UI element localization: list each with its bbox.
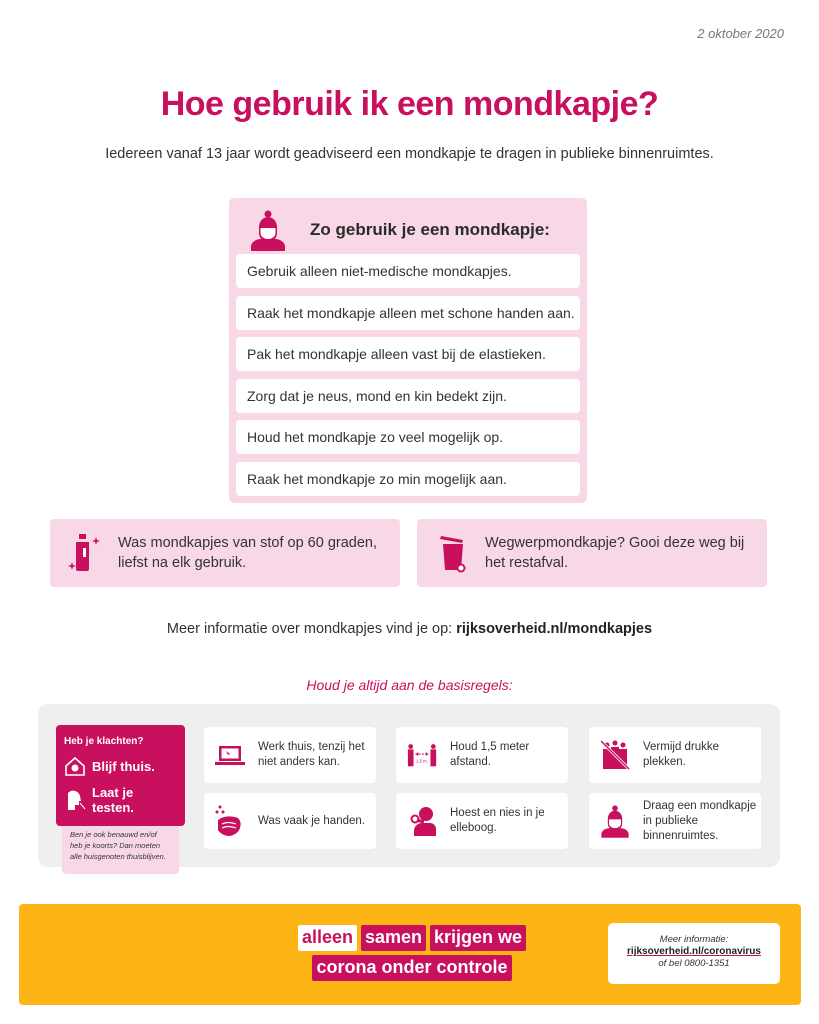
info-label: Meer informatie:: [659, 934, 729, 945]
trash-bin-icon: [435, 532, 471, 574]
more-info-prefix: Meer informatie over mondkapjes vind je op:: [166, 621, 457, 637]
house-icon: [64, 755, 86, 777]
rule-avoid-crowds: [589, 727, 761, 783]
date: 2 oktober 2020: [697, 26, 784, 41]
rule-wash-hands: [204, 793, 376, 849]
get-tested-row: [64, 785, 177, 815]
stay-home-row: [64, 755, 177, 777]
howto-step: Zorg dat je neus, mond en kin bedekt zijn.: [236, 379, 580, 413]
rule-distance: [396, 727, 568, 783]
rule-cough-elbow: [396, 793, 568, 849]
howto-step: Raak het mondkapje zo min mogelijk aan.: [236, 462, 580, 496]
rule-text: Draag een mondkapje in publieke binnenruimtes.: [643, 799, 757, 842]
stay-home-text: Blijf thuis.: [92, 758, 155, 774]
howto-header: [236, 206, 580, 254]
complaints-question: Heb je klachten?: [64, 736, 144, 747]
wash-hands-icon: [214, 804, 246, 838]
howto-step: Pak het mondkapje alleen vast bij de elastieken.: [236, 337, 580, 371]
person-mask-icon: [599, 804, 631, 838]
rule-text: Houd 1,5 meter afstand.: [450, 741, 530, 768]
howto-heading: Zo gebruik je een mondkapje:: [310, 220, 550, 239]
person-mask-icon: [248, 209, 288, 251]
info-phone: of bel 0800-1351: [658, 958, 730, 969]
rule-text: Vermijd drukke plekken.: [643, 741, 720, 768]
slogan-line-2: [286, 955, 538, 981]
rules-title: Houd je altijd aan de basisregels:: [306, 677, 513, 693]
howto-step: Raak het mondkapje alleen met schone handen aan.: [236, 296, 580, 330]
crowd-crossed-icon: [599, 738, 631, 772]
subtitle: Iedereen vanaf 13 jaar wordt geadviseerd een mondkapje te dragen in publieke binnenruimtes.: [105, 146, 714, 162]
cough-elbow-icon: [406, 804, 438, 838]
rule-wear-mask: [589, 793, 761, 849]
more-info: [0, 621, 819, 637]
rule-text: Werk thuis, tenzij het niet anders kan.: [258, 741, 365, 768]
complaints-note: Ben je ook benauwd en/of heb je koorts? Dan moeten alle huisgenoten thuisblijven.: [62, 826, 179, 874]
rule-work-home: [204, 727, 376, 783]
info-box: [608, 923, 780, 984]
tip-dispose: [417, 519, 767, 587]
test-swab-icon: [64, 789, 86, 811]
complaints-box: [56, 725, 185, 826]
get-tested-text: Laat je testen.: [92, 785, 134, 815]
distance-icon-label: 1,5 m.: [416, 758, 428, 764]
more-info-link[interactable]: rijksoverheid.nl/mondkapjes: [456, 621, 653, 637]
info-link[interactable]: rijksoverheid.nl/coronavirus: [627, 946, 761, 957]
slogan-word: alleen: [298, 925, 357, 951]
howto-card: [229, 198, 587, 503]
slogan-word: samen: [361, 925, 426, 951]
slogan-word: corona onder controle: [312, 955, 511, 981]
slogan: [286, 925, 538, 985]
distance-icon: [406, 738, 438, 772]
tip-wash: [50, 519, 400, 587]
tip-dispose-text: Wegwerpmondkapje? Gooi deze weg bij het restafval.: [485, 535, 745, 571]
detergent-bottle-icon: [68, 532, 104, 574]
howto-step: Gebruik alleen niet-medische mondkapjes.: [236, 254, 580, 288]
tip-wash-text: Was mondkapjes van stof op 60 graden, liefst na elk gebruik.: [118, 535, 378, 571]
laptop-icon: [214, 738, 246, 772]
slogan-line-1: [286, 925, 538, 951]
rule-text: Was vaak je handen.: [258, 814, 365, 827]
page-title: Hoe gebruik ik een mondkapje?: [160, 85, 659, 123]
howto-step: Houd het mondkapje zo veel mogelijk op.: [236, 420, 580, 454]
slogan-word: krijgen we: [430, 925, 526, 951]
rule-text: Hoest en nies in je elleboog.: [450, 807, 545, 834]
